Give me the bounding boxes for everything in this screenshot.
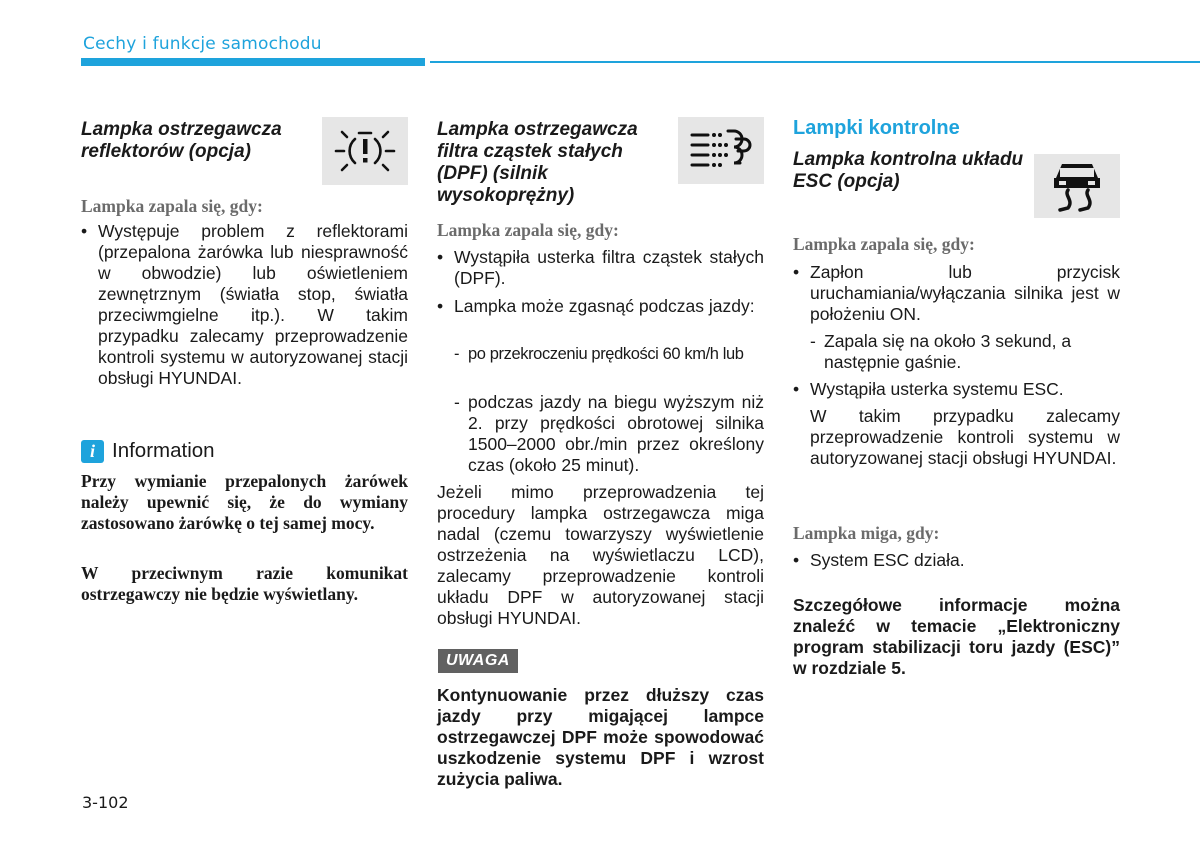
information-label: Information — [112, 439, 215, 462]
dpf-warning-heading: Lampka ostrzegawcza filtra cząstek stałych (DPF) (silnik wysokoprężny) — [437, 119, 638, 206]
dpf-paragraph: Jeżeli mimo przeprowadzenia tej procedury lampka ostrzegawcza miga nadal (czemu towarzyszy wyświetlenie ostrzeżenia na wyświetlaczu LCD), zalecamy przeprowadzenie kontroli układu DPF w autoryzowanej stacji obsługi HYUNDAI. — [437, 482, 764, 628]
dpf-sub-lights-when: Lampka zapala się, gdy: — [437, 220, 619, 240]
esc-dash-1: - Zapala się na około 3 sekund, a następnie gaśnie. — [793, 331, 1120, 373]
information-text-1: Przy wymianie przepalonych żarówek należy upewnić się, że do wymiany zastosowano żarówkę o tej samej mocy. — [81, 471, 408, 533]
headlamp-sub-lights-when: Lampka zapala się, gdy: — [81, 196, 263, 216]
page-number: 3-102 — [82, 793, 129, 812]
warning-text: Kontynuowanie przez dłuższy czas jazdy przy migającej lampce ostrzegawczej DPF może spowodować uszkodzenie systemu DPF i wzrost zużycia paliwa. — [437, 685, 764, 789]
esc-sub-lights-when: Lampka zapala się, gdy: — [793, 234, 975, 254]
esc-reference-note: Szczegółowe informacje można znaleźć w temacie „Elektroniczny program stabilizacji toru jazdy (ESC)” w rozdziale 5. — [793, 595, 1120, 678]
esc-sub-flashes-when: Lampka miga, gdy: — [793, 523, 940, 543]
warning-badge: UWAGA — [438, 649, 518, 673]
information-text-2: W przeciwnym razie komunikat ostrzegawczy nie będzie wyświetlany. — [81, 563, 408, 604]
information-header — [81, 439, 215, 463]
dpf-filter-icon — [678, 117, 764, 184]
headlamp-bullet-1: • Występuje problem z reflektorami (przepalona żarówka lub niesprawność w obwodzie) lub oświetleniem zewnętrznym (światła stop, światła przeciwmgielne itp.). W takim przypadku zalecamy przeprowadzenie kontroli systemu w autoryzowanej stacji obsługi HYUNDAI. — [81, 221, 408, 389]
headlamp-warning-icon — [322, 117, 408, 185]
dpf-bullet-1: • Wystąpiła usterka filtra cząstek stałych (DPF). — [437, 247, 764, 289]
esc-bullet-2-continued: W takim przypadku zalecamy przeprowadzenie kontroli systemu w autoryzowanej stacji obsługi HYUNDAI. — [810, 406, 1120, 468]
esc-skid-car-icon — [1034, 154, 1120, 218]
header-rule — [430, 61, 1200, 63]
esc-bullet-2: • Wystąpiła usterka systemu ESC. — [793, 379, 1120, 400]
esc-indicator-heading: Lampka kontrolna układu ESC (opcja) — [793, 149, 1024, 192]
headlamp-warning-heading: Lampka ostrzegawcza reflektorów (opcja) — [81, 119, 282, 162]
dpf-dash-1: - po przekroczeniu prędkości 60 km/h lub — [437, 344, 764, 365]
info-icon: i — [81, 440, 104, 463]
header-accent-bar — [81, 58, 425, 66]
indicator-lamps-title: Lampki kontrolne — [793, 117, 960, 139]
dpf-dash-2: - podczas jazdy na biegu wyższym niż 2. przy prędkości obrotowej silnika 1500–2000 obr./min przez określony czas (około 25 minut). — [437, 392, 764, 476]
esc-bullet-1: • Zapłon lub przycisk uruchamiania/wyłączania silnika jest w położeniu ON. — [793, 262, 1120, 325]
dpf-bullet-2: • Lampka może zgasnąć podczas jazdy: — [437, 296, 764, 317]
page-header-title: Cechy i funkcje samochodu — [83, 34, 322, 54]
esc-bullet-3: • System ESC działa. — [793, 550, 1120, 571]
